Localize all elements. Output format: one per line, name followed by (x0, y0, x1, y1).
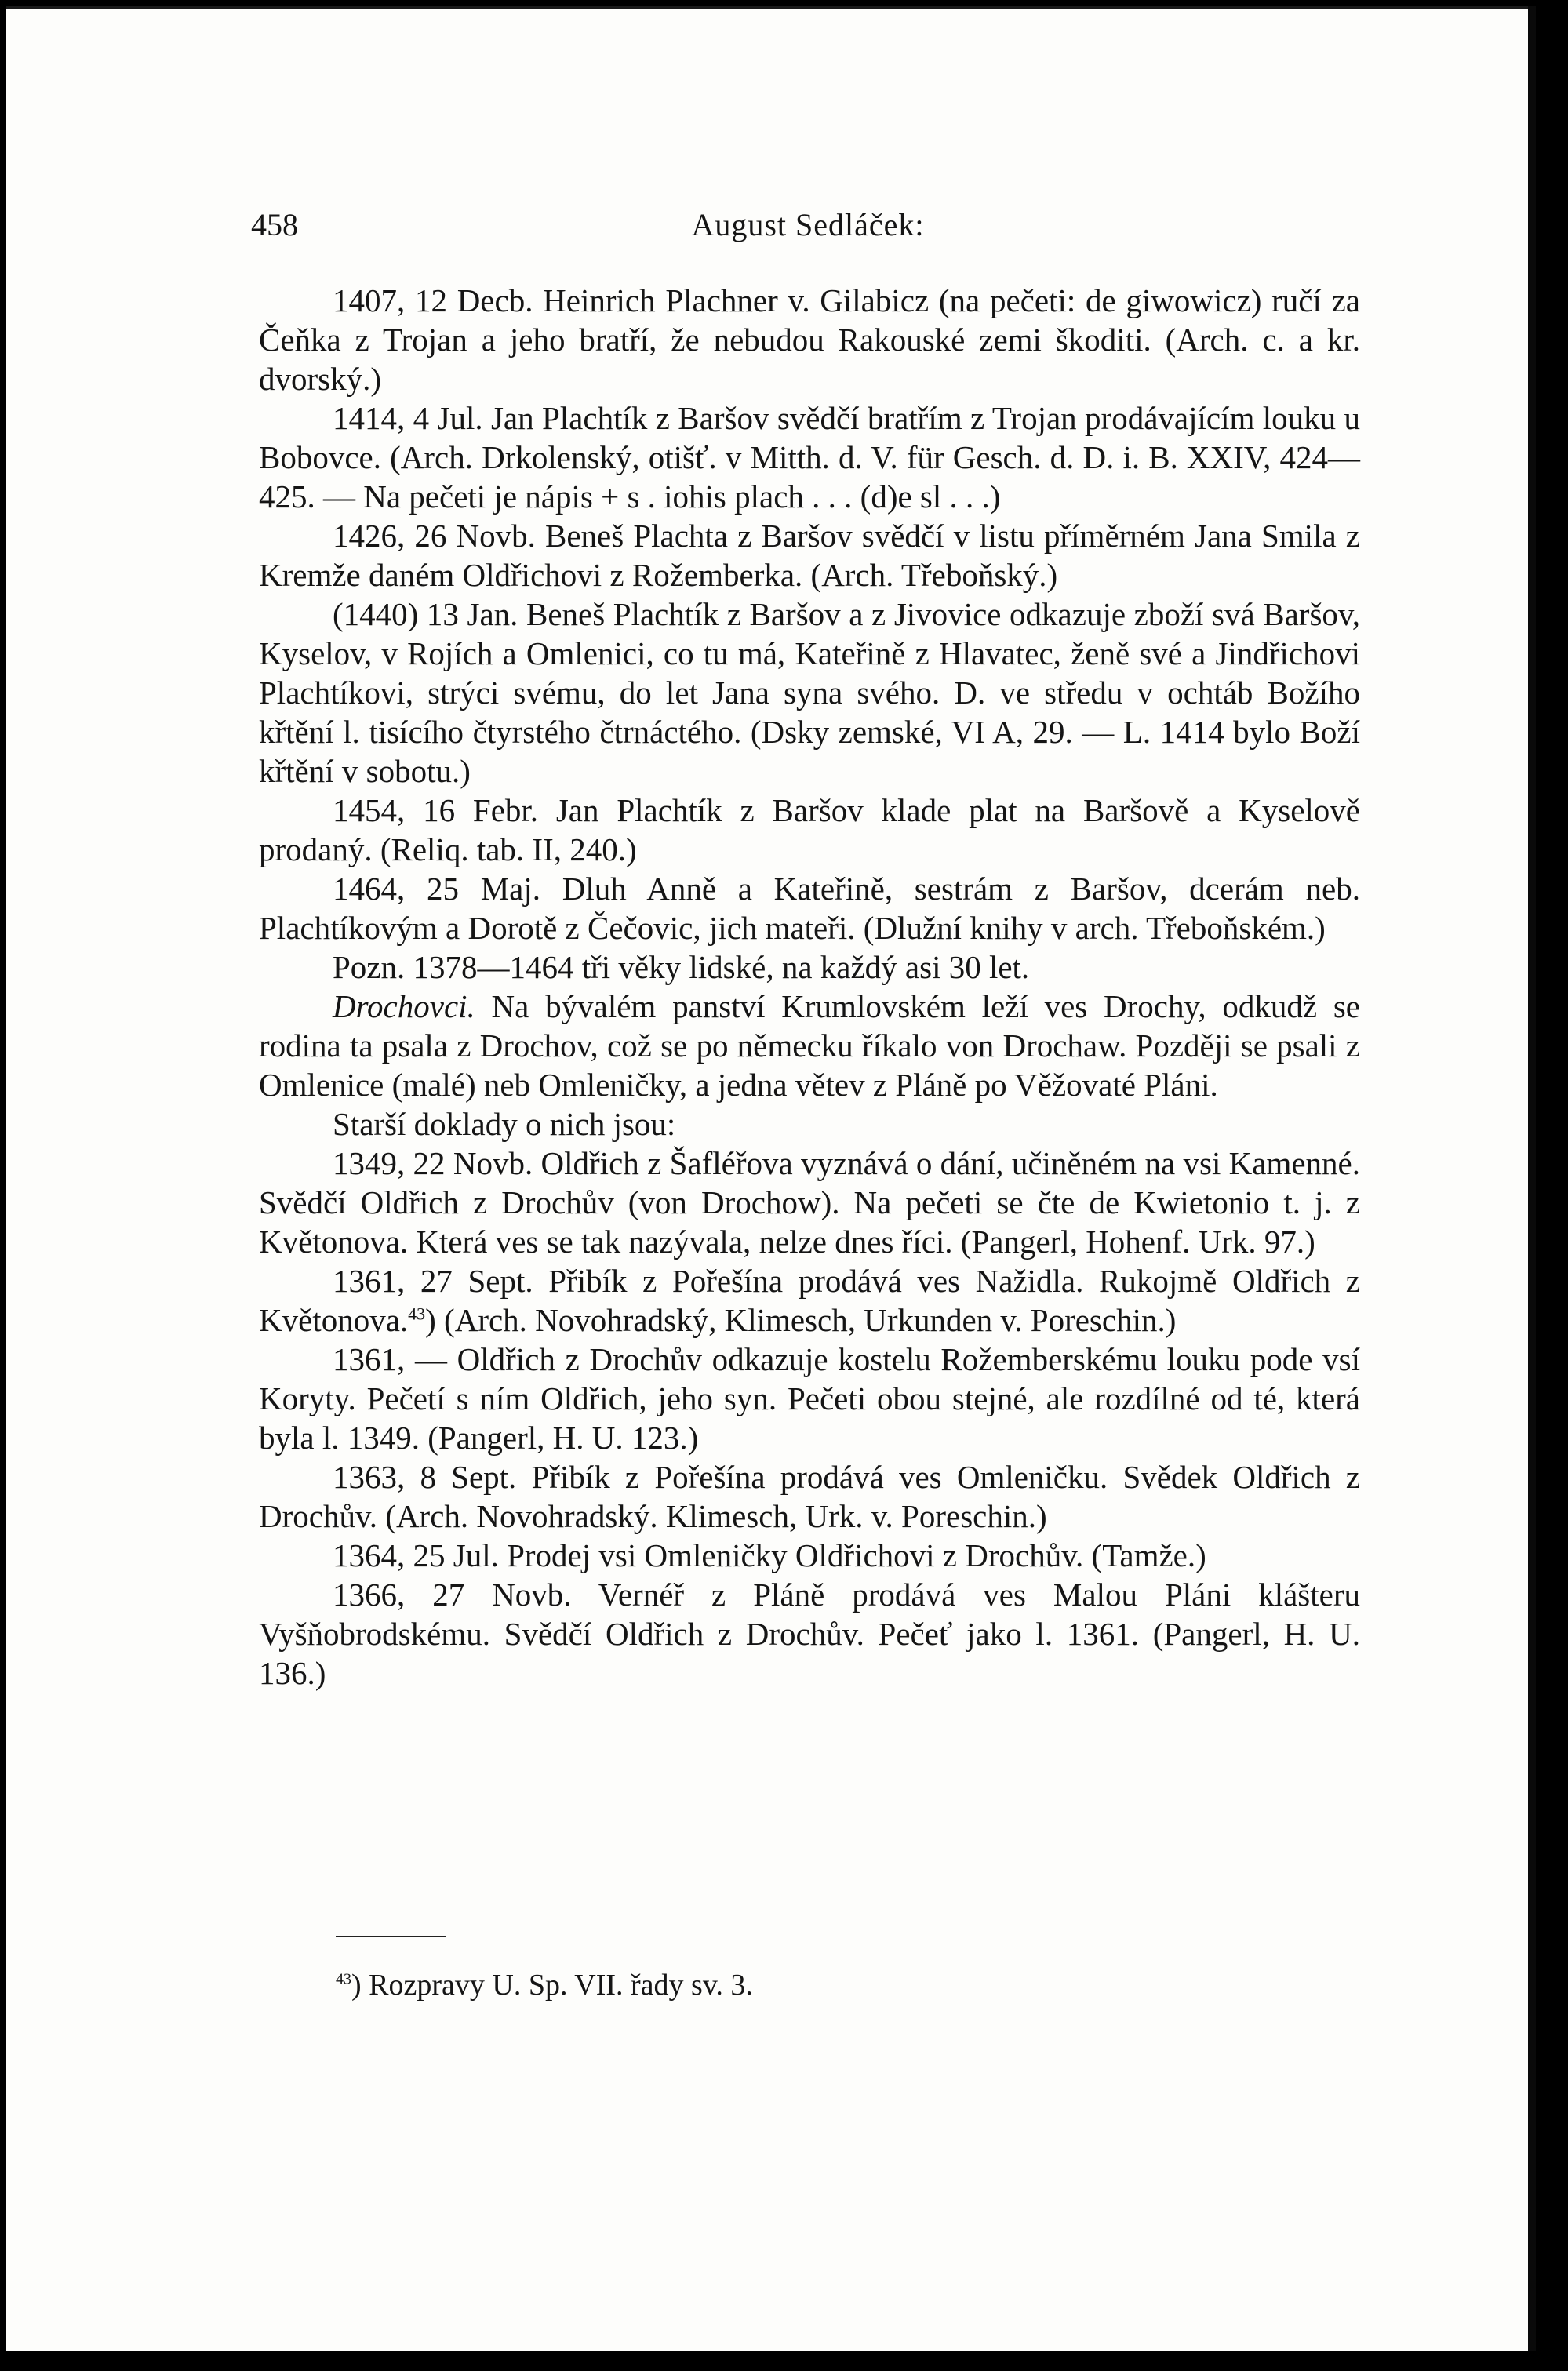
footnote (336, 1967, 1277, 2003)
entry-1464: 1464, 25 Maj. Dluh Anně a Kateřině, sestrám z Baršov, dcerám neb. Plachtíkovým a Dorotě z Čečovic, jich mateři. (Dlužní knihy v arch. Třeboňském.) (259, 871, 1360, 946)
entry-1361-sept (259, 1261, 1360, 1340)
entry-1440: (1440) 13 Jan. Beneš Plachtík z Baršov a z Jivovice odkazuje zboží svá Baršov, Kyselov, v Rojích a Omlenici, co tu má, Kateřině z Hlavatec, ženě své a Jindřichovi Plachtíkovi, strýci svému, do let Jana syna svého. D. ve středu v ochtáb Božího křtění l. tisícího čtyrstého čtrnáctého. (Dsky zemské, VI A, 29. — L. 1414 bylo Boží křtění v sobotu.) (259, 596, 1360, 789)
page-number: 458 (251, 207, 298, 242)
scanned-page (6, 6, 1536, 2351)
entry-1361-sept-source: ) (Arch. Novohradský, Klimesch, Urkunden v. Poreschin.) (425, 1302, 1177, 1338)
entry-1361: 1361, — Oldřich z Drochův odkazuje kostelu Rožemberskému louku pode vsí Koryty. Pečetí s ním Oldřich, jeho syn. Pečeti obou stejné, ale rozdílné od té, která byla l. 1349. (Pangerl, H. U. 123.) (259, 1341, 1360, 1456)
footnote-text: ) Rozpravy U. Sp. VII. řady sv. 3. (351, 1969, 753, 2002)
scan-border (6, 6, 1536, 9)
entry-1414: 1414, 4 Jul. Jan Plachtík z Baršov svědčí bratřím z Trojan prodávajícím louku u Bobovce. (Arch. Drkolenský, otišť. v Mitth. d. V. für Gesch. d. D. i. B. XXIV, 424—425. — Na pečeti je nápis + s . iohis plach . . . (d)e sl . . .) (259, 400, 1360, 515)
entry-1366: 1366, 27 Novb. Vernéř z Pláně prodává ves Malou Pláni klášteru Vyšňobrodskému. Svědčí Oldřich z Drochův. Pečeť jako l. 1361. (Pangerl, H. U. 136.) (259, 1576, 1360, 1691)
entry-1363: 1363, 8 Sept. Přibík z Pořešína prodává ves Omleničku. Svědek Oldřich z Drochův. (Arch. Novohradský. Klimesch, Urk. v. Poreschin.) (259, 1459, 1360, 1534)
page-header (251, 206, 1365, 245)
entry-1426: 1426, 26 Novb. Beneš Plachta z Baršov svědčí v listu příměrném Jana Smila z Kremže daném Oldřichovi z Rožemberka. (Arch. Třeboňský.) (259, 518, 1360, 593)
entry-1454: 1454, 16 Febr. Jan Plachtík z Baršov klade plat na Baršově a Kyselově prodaný. (Reliq. tab. II, 240.) (259, 792, 1360, 867)
running-head: August Sedláček: (691, 207, 925, 242)
older-records-intro: Starší doklady o nich jsou: (333, 1106, 676, 1142)
footnote-reference[interactable]: 43 (408, 1304, 426, 1324)
entry-1349: 1349, 22 Novb. Oldřich z Šafléřova vyznává o dání, učiněném na vsi Kamenné. Svědčí Oldřich z Drochův (von Drochow). Na pečeti se čte de Kwietonio t. j. z Květonova. Která ves se tak nazývala, nelze dnes říci. (Pangerl, Hohenf. Urk. 97.) (259, 1145, 1360, 1260)
entry-1407: 1407, 12 Decb. Heinrich Plachner v. Gilabicz (na pečeti: de giwowicz) ručí za Čeňka z Trojan a jeho bratří, že nebudou Rakouské zemi škoditi. (Arch. c. a kr. dvorský.) (259, 282, 1360, 397)
scan-edge (1528, 6, 1536, 2351)
footnote-marker: 43 (336, 1970, 351, 1988)
entry-1364: 1364, 25 Jul. Prodej vsi Omleničky Oldřichovi z Drochův. (Tamže.) (333, 1537, 1206, 1573)
section-drochovci (259, 987, 1360, 1104)
footnote-divider (336, 1936, 446, 1937)
section-text-drochovci: Na bývalém panství Krumlovském leží ves Drochy, odkudž se rodina ta psala z Drochov, což se po německu říkalo von Drochaw. Později se psali z Omlenice (malé) neb Omleničky, a jedna větev z Pláně po Věžovaté Pláni. (259, 988, 1360, 1103)
section-title-drochovci: Drochovci. (333, 988, 475, 1024)
entry-1361-sept-text: 1361, 27 Sept. Přibík z Pořešína prodává ves Nažidla. Rukojmě Oldřich z Květonova. (259, 1263, 1360, 1338)
body-text (259, 281, 1360, 1693)
note-pozn: Pozn. 1378—1464 tři věky lidské, na každý asi 30 let. (333, 949, 1030, 985)
